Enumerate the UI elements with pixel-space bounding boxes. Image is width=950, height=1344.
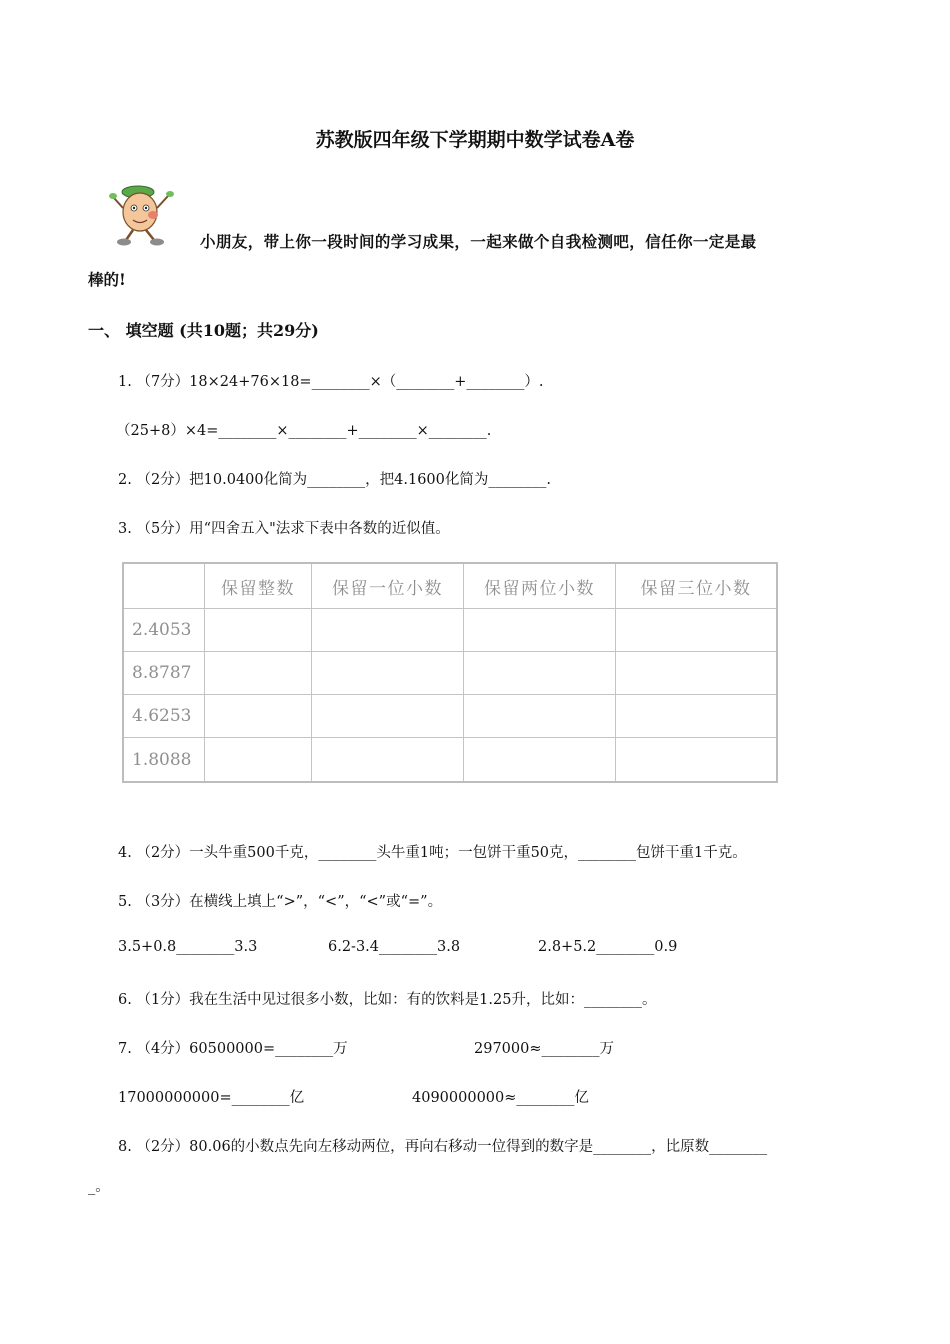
table-header-cell: 保留一位小数: [312, 563, 464, 609]
question-6: 6. （1分）我在生活中见过很多小数，比如：有的饮料是1.25升，比如：________。: [118, 992, 657, 1008]
answer-cell[interactable]: [205, 652, 312, 695]
table-row: [123, 609, 777, 652]
intro-text-line1: 小朋友，带上你一段时间的学习成果，一起来做个自我检测吧，信任你一定是最: [200, 232, 757, 251]
answer-cell[interactable]: [616, 738, 778, 782]
table-header-cell: [123, 563, 205, 609]
question-4: 4. （2分）一头牛重500千克，________头牛重1吨；一包饼干重50克，________包饼干重1千克。: [118, 845, 747, 861]
question-8-continued: _。: [88, 1179, 110, 1195]
answer-cell[interactable]: [464, 652, 616, 695]
mascot-illustration: [108, 178, 188, 248]
question-7-item-d: 4090000000≈________亿: [412, 1090, 589, 1106]
answer-cell[interactable]: [616, 652, 778, 695]
rounding-table: [122, 562, 778, 783]
table-row-label: 8.8787: [123, 652, 205, 695]
question-7: 7. （4分）60500000=________万: [118, 1041, 348, 1057]
question-5-item-a: 3.5+0.8________3.3: [118, 939, 258, 955]
answer-cell[interactable]: [616, 609, 778, 652]
answer-cell[interactable]: [205, 609, 312, 652]
question-7-item-c: 17000000000=________亿: [118, 1090, 305, 1106]
answer-cell[interactable]: [312, 738, 464, 782]
intro-text-line2: 棒的!: [88, 270, 126, 289]
table-row-label: 1.8088: [123, 738, 205, 782]
table-header-cell: 保留整数: [205, 563, 312, 609]
table-header-row: [123, 563, 777, 609]
question-5-item-b: 6.2-3.4________3.8: [328, 939, 461, 955]
answer-cell[interactable]: [205, 738, 312, 782]
table-header-cell: 保留两位小数: [464, 563, 616, 609]
question-2: 2. （2分）把10.0400化简为________，把4.1600化简为________.: [118, 472, 551, 488]
answer-cell[interactable]: [312, 609, 464, 652]
table-row: [123, 695, 777, 738]
answer-cell[interactable]: [205, 695, 312, 738]
page-title: 苏教版四年级下学期期中数学试卷A卷: [315, 129, 635, 151]
question-3: 3. （5分）用“四舍五入"法求下表中各数的近似值。: [118, 521, 450, 537]
section-heading: 一、 填空题 (共10题；共29分): [88, 321, 319, 340]
table-row: [123, 652, 777, 695]
answer-cell[interactable]: [616, 695, 778, 738]
answer-cell[interactable]: [464, 738, 616, 782]
table-row-label: 4.6253: [123, 695, 205, 738]
table-row-label: 2.4053: [123, 609, 205, 652]
answer-cell[interactable]: [464, 695, 616, 738]
table-row: [123, 738, 777, 782]
table-header-cell: 保留三位小数: [616, 563, 778, 609]
question-7-item-b: 297000≈________万: [474, 1041, 615, 1057]
question-1: 1. （7分）18×24+76×18=________×（________+________）.: [118, 374, 544, 390]
answer-cell[interactable]: [312, 695, 464, 738]
question-5-item-c: 2.8+5.2________0.9: [538, 939, 678, 955]
question-1-continued: （25+8）×4=________×________+________×________.: [116, 423, 492, 439]
answer-cell[interactable]: [464, 609, 616, 652]
question-5: 5. （3分）在横线上填上“>”，“<”，“<”或“=”。: [118, 894, 443, 910]
question-8: 8. （2分）80.06的小数点先向左移动两位，再向右移动一位得到的数字是________，比原数________: [118, 1139, 768, 1155]
answer-cell[interactable]: [312, 652, 464, 695]
